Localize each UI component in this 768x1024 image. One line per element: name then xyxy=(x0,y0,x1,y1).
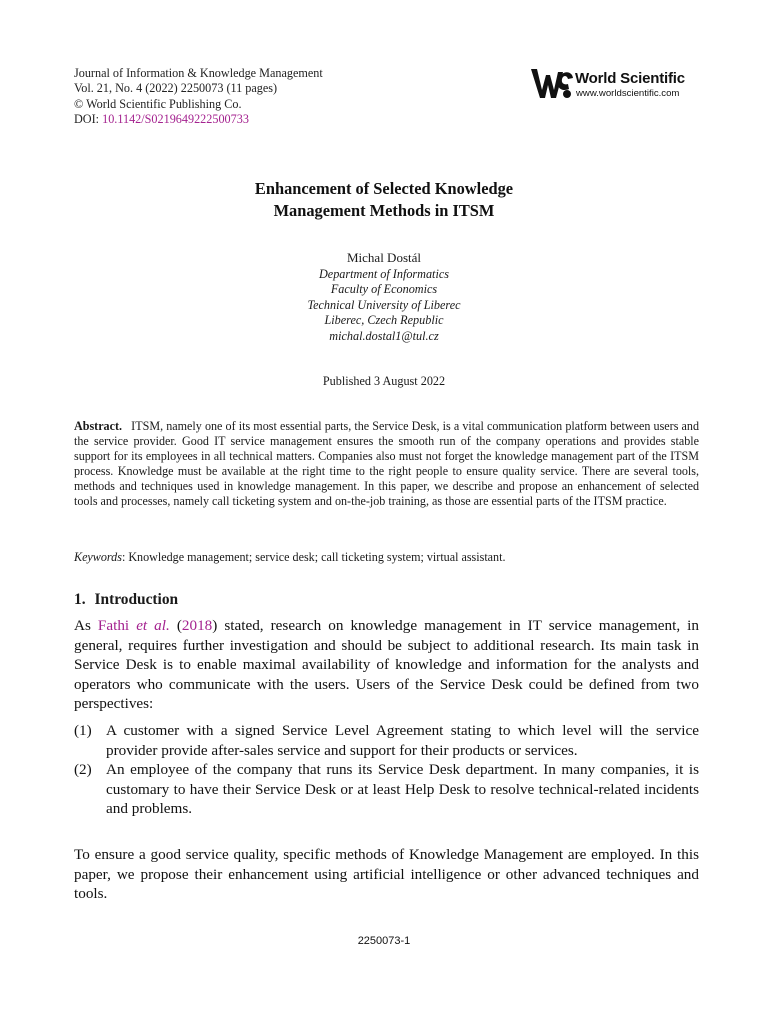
citation-close: ) xyxy=(212,617,218,634)
paper-title xyxy=(100,178,668,222)
list-item xyxy=(74,721,699,760)
doi-link[interactable]: 10.1142/S0219649222500733 xyxy=(102,112,249,127)
section-number: 1. xyxy=(74,591,86,608)
intro-prefix: As xyxy=(74,617,98,634)
abstract-text: ITSM, namely one of its most essential parts, the Service Desk, is a vital communication platform between users and the service provider. Good IT service management ensures the smooth run of the company operations and provides stable support for its employees in all technical matters. Companies also must not forget the knowledge management part of the ITSM process. Knowledge must be available at the right time to the right people to ensure quality service. There are several tools, methods and techniques used in knowledge management. In this paper, we describe and propose an enhancement of selected tools and processes, namely call ticketing system and on-the-job training, as those are essential parts of the ITSM practice. xyxy=(74,419,700,509)
abstract xyxy=(74,419,699,510)
publisher-logo[interactable] xyxy=(530,66,702,100)
page-number: 2250073-1 xyxy=(357,935,411,947)
doi-label: DOI: xyxy=(74,112,100,127)
list-item-label: (2) xyxy=(74,761,92,778)
perspectives-list xyxy=(74,721,699,819)
author-block xyxy=(150,250,618,345)
citation-open: ( xyxy=(169,617,182,634)
keywords-text: : Knowledge management; service desk; call ticketing system; virtual assistant. xyxy=(121,550,506,564)
title-line-1: Enhancement of Selected Knowledge xyxy=(254,179,514,198)
closing-paragraph: To ensure a good service quality, specific methods of Knowledge Management are employed. In this paper, we propose their enhancement using artificial intelligence or other advanced techniques and tools. xyxy=(74,846,699,902)
title-line-2: Management Methods in ITSM xyxy=(273,201,495,220)
citation-year[interactable]: 2018 xyxy=(181,617,213,634)
author-department: Department of Informatics xyxy=(319,266,449,281)
journal-copyright: © World Scientific Publishing Co. xyxy=(74,96,242,111)
list-item-text: A customer with a signed Service Level Agreement stating to which level will the service provider provide after-sales service and support for their products or services. xyxy=(106,722,699,759)
keywords xyxy=(74,550,699,565)
author-email[interactable]: michal.dostal1@tul.cz xyxy=(329,328,439,343)
author-name: Michal Dostál xyxy=(346,250,421,265)
author-university: Technical University of Liberec xyxy=(307,297,461,312)
list-item-text: An employee of the company that runs its Service Desk department. In many companies, it is customary to have their Service Desk or at least Help Desk to resolve technical-related incidents and problems. xyxy=(106,761,699,817)
intro-paragraph xyxy=(74,616,699,714)
keywords-label: Keywords xyxy=(74,550,122,564)
publisher-url[interactable]: www.worldscientific.com xyxy=(576,88,680,99)
intro-text: stated, research on knowledge management in IT service management, in general, requires further investigation and should be subject to additional research. Its main task in Service Desk is to enable maximal availability of knowledge and information for the analysts and operators who communicate with the users. Users of the Service Desk could be defined from two perspectives: xyxy=(74,617,699,712)
list-item xyxy=(74,760,699,819)
journal-info xyxy=(74,66,323,128)
journal-volume: Vol. 21, No. 4 (2022) 2250073 (11 pages) xyxy=(74,81,278,96)
citation-etal[interactable]: et al. xyxy=(136,617,170,634)
section-heading xyxy=(74,591,178,609)
journal-name: Journal of Information & Knowledge Management xyxy=(74,66,323,80)
journal-doi xyxy=(74,112,323,127)
abstract-label: Abstract. xyxy=(74,419,123,433)
section-title: Introduction xyxy=(94,591,179,608)
author-faculty: Faculty of Economics xyxy=(330,282,438,297)
author-location: Liberec, Czech Republic xyxy=(324,313,444,328)
citation-author[interactable]: Fathi xyxy=(97,617,137,634)
published-date: Published 3 August 2022 xyxy=(322,374,446,388)
publisher-name: World Scientific xyxy=(575,70,685,87)
world-scientific-logo-icon xyxy=(530,66,574,100)
list-item-label: (1) xyxy=(74,722,92,739)
